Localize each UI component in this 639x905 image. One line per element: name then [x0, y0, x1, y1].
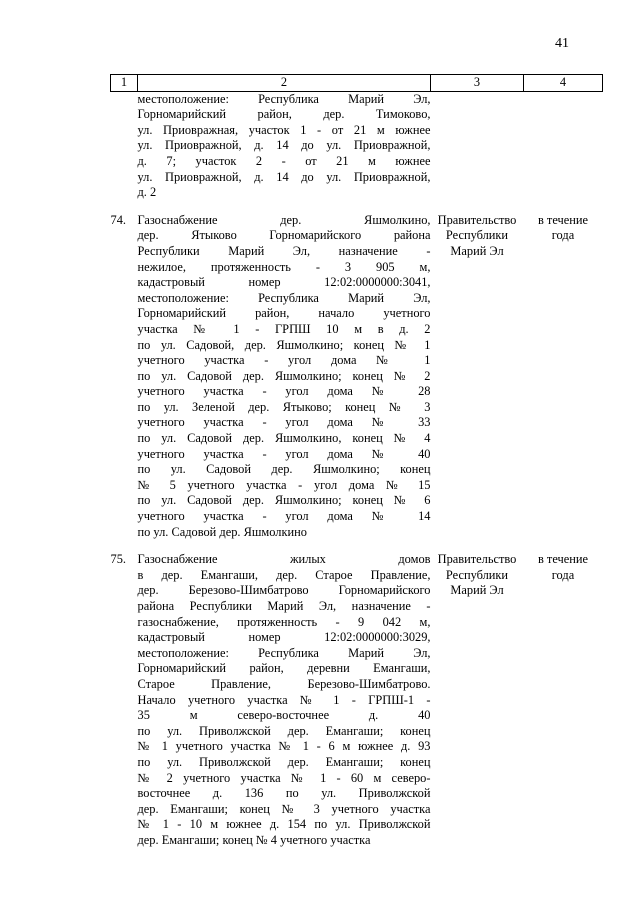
term-line: года — [551, 567, 575, 582]
spacer-cell — [111, 201, 603, 213]
description-line: д. 2 — [137, 185, 157, 200]
description-line: в дер. Емангаши, дер. Старое Правление, — [137, 567, 431, 582]
owner-line: Марий Эл — [450, 243, 504, 258]
object-description — [138, 552, 431, 848]
row-number: 75. — [110, 552, 126, 567]
description-line: по ул. Приволжской дер. Емангаши; конец — [137, 723, 431, 738]
row-spacer — [111, 540, 603, 552]
description-line: ул. Приовражная, участок 1 - от 21 м южнее — [137, 122, 431, 137]
description-line: дер. Березово-Шимбатрово Горномарийского — [137, 583, 431, 598]
table-row — [111, 91, 603, 201]
description-line: газоснабжение, протяженность - 9 042 м, — [137, 614, 431, 629]
description-line: дер. Ятыково Горномарийского района — [137, 228, 431, 243]
description-line: Газоснабжение жилых домов — [137, 552, 431, 567]
header-col-3: 3 — [431, 75, 524, 92]
owner-cell — [431, 91, 524, 201]
row-spacer — [111, 201, 603, 213]
description-line: по ул. Садовой дер. Яшмолкино, конец № 4 — [137, 431, 431, 446]
description-line: по ул. Садовой, дер. Яшмолкино; конец № 1 — [137, 337, 431, 352]
description-line: учетного участка - угол дома № 28 — [137, 384, 431, 399]
owner-line: Республики — [445, 228, 509, 243]
description-line: Республики Марий Эл, назначение - — [137, 243, 431, 258]
table-header-row — [111, 75, 603, 92]
description-line: д. 7; участок 2 - от 21 м южнее — [137, 153, 431, 168]
description-line: нежилое, протяженность - 3 905 м, — [137, 259, 431, 274]
description-line: местоположение: Республика Марий Эл, — [137, 290, 431, 305]
description-line: кадастровый номер 12:02:0000000:3029, — [137, 630, 431, 645]
description-line: № 5 учетного участка - угол дома № 15 — [137, 477, 431, 492]
description-line: Горномарийский район, деревни Емангаши, — [137, 661, 431, 676]
description-line: восточнее д. 136 по ул. Приволжской — [137, 786, 431, 801]
description-line: Горномарийский район, дер. Тимоково, — [137, 107, 431, 122]
description-line: учетного участка - угол дома № 14 — [137, 509, 431, 524]
description-line: участка № 1 - ГРПШ 10 м в д. 2 — [137, 321, 431, 336]
owner-cell — [431, 552, 524, 848]
description-line: дер. Емангаши; конец № 3 учетного участка — [137, 801, 431, 816]
description-line: кадастровый номер 12:02:0000000:3041, — [137, 275, 431, 290]
description-line: по ул. Садовой дер. Яшмолкино; конец № 2 — [137, 368, 431, 383]
property-table — [110, 74, 603, 849]
object-description — [138, 91, 431, 201]
description-line: по ул. Садовой дер. Яшмолкино; конец — [137, 462, 431, 477]
description-line: № 2 учетного участка № 1 - 60 м северо- — [137, 770, 431, 785]
description-line: района Республики Марий Эл, назначение - — [137, 599, 431, 613]
header-col-4: 4 — [524, 75, 603, 92]
description-line: дер. Емангаши; конец № 4 учетного участка — [137, 832, 371, 847]
term-line: в течение — [537, 212, 589, 227]
description-line: № 1 - 10 м южнее д. 154 по ул. Приволжской — [137, 817, 431, 832]
description-line: ул. Приовражной, д. 14 до ул. Приовражной, — [137, 138, 431, 153]
term-line: года — [551, 228, 575, 243]
term-cell — [524, 552, 603, 848]
owner-line: Марий Эл — [450, 583, 504, 598]
header-col-1: 1 — [111, 75, 138, 92]
description-line: по ул. Садовой дер. Яшмолкино; конец № 6 — [137, 493, 431, 508]
term-line: в течение — [537, 552, 589, 567]
description-line: Начало учетного участка № 1 - ГРПШ-1 - — [137, 692, 431, 707]
description-line: по ул. Зеленой дер. Ятыково; конец № 3 — [137, 399, 431, 414]
description-line: Газоснабжение дер. Яшмолкино, — [137, 212, 431, 227]
term-cell — [524, 91, 603, 201]
description-line: № 1 учетного участка № 1 - 6 м южнее д. 93 — [137, 739, 431, 754]
description-line: учетного участка - угол дома № 40 — [137, 446, 431, 461]
row-number: 74. — [110, 212, 126, 227]
description-line: 35 м северо-восточнее д. 40 — [137, 708, 431, 723]
header-col-2: 2 — [138, 75, 431, 92]
description-line: по ул. Приволжской дер. Емангаши; конец — [137, 754, 431, 769]
table-row — [111, 213, 603, 540]
owner-line: Правительство — [437, 212, 517, 227]
description-line: Горномарийский район, начало учетного — [137, 306, 431, 321]
description-line: Старое Правление, Березово-Шимбатрово. — [137, 676, 431, 691]
table-body — [111, 91, 603, 848]
description-line: учетного участка - угол дома № 33 — [137, 415, 431, 430]
description-line: местоположение: Республика Марий Эл, — [137, 645, 431, 660]
description-line: ул. Приовражной, д. 14 до ул. Приовражной, — [137, 169, 431, 184]
description-line: местоположение: Республика Марий Эл, — [137, 91, 431, 106]
object-description — [138, 213, 431, 540]
table-row — [111, 552, 603, 848]
description-line: учетного участка - угол дома № 1 — [137, 353, 431, 368]
term-cell — [524, 213, 603, 540]
row-number — [111, 91, 138, 201]
spacer-cell — [111, 540, 603, 552]
owner-line: Республики — [445, 567, 509, 582]
page-number: 41 — [555, 36, 569, 51]
description-line: по ул. Садовой дер. Яшмолкино — [137, 524, 307, 539]
owner-cell — [431, 213, 524, 540]
owner-line: Правительство — [437, 552, 517, 567]
